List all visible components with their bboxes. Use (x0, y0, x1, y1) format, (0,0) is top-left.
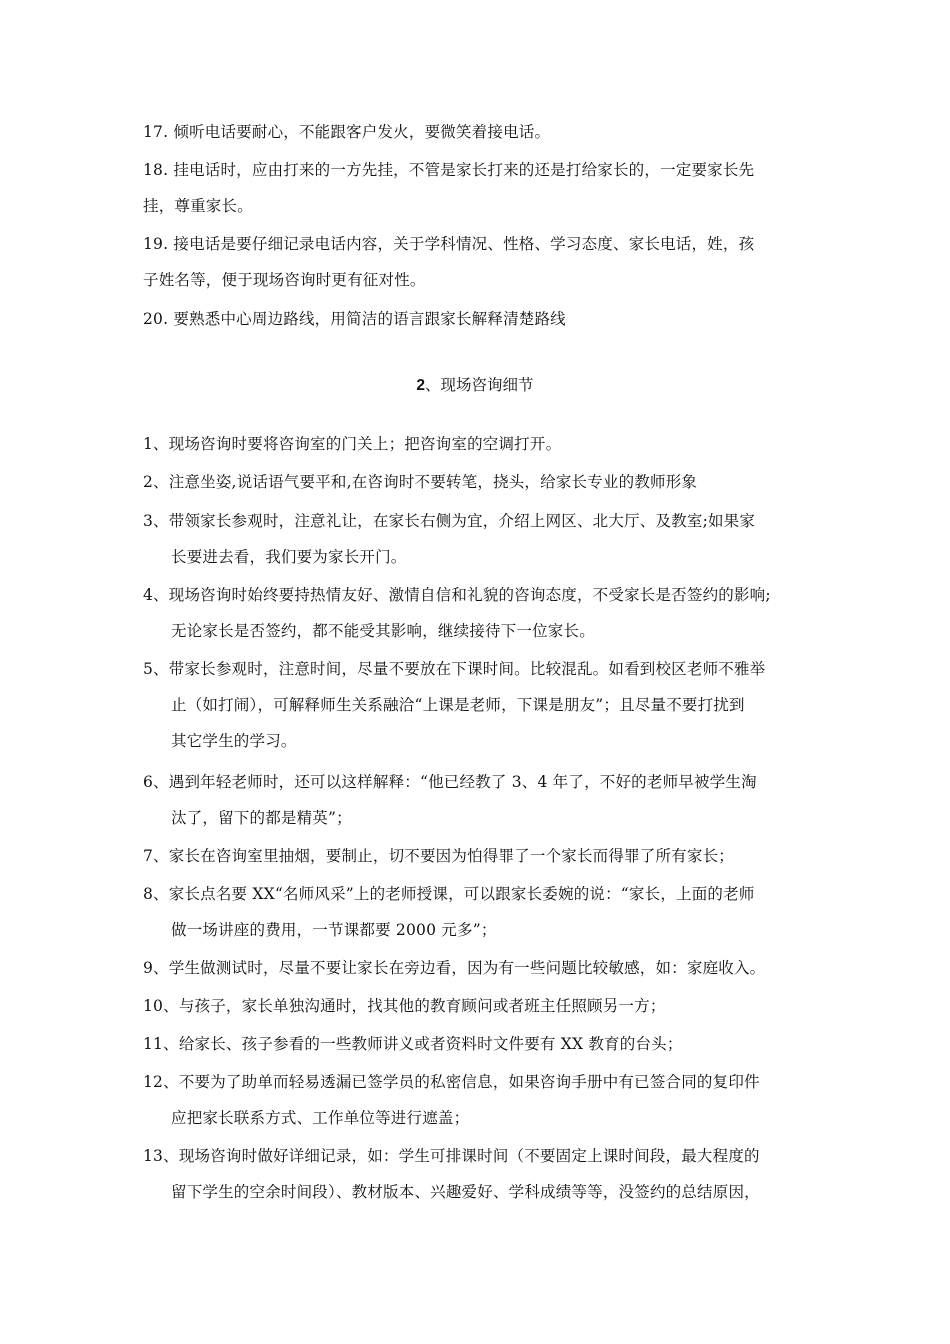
section-heading (0, 367, 950, 404)
text-line: 17. 倾听电话要耐心，不能跟客户发火，要微笑着接电话。 (143, 123, 551, 141)
list-item-5 (143, 651, 843, 759)
list-item-1 (143, 426, 843, 462)
text-line: 10、与孩子，家长单独沟通时，找其他的教育顾问或者班主任照顾另一方； (143, 997, 666, 1015)
list-item-13 (143, 1138, 843, 1210)
text-line: 2、注意坐姿,说话语气要平和,在咨询时不要转笔，挠头，给家长专业的教师形象 (143, 473, 698, 491)
text-line: 1、现场咨询时要将咨询室的门关上；把咨询室的空调打开。 (143, 435, 562, 453)
text-line: 19. 接电话是要仔细记录电话内容，关于学科情况、性格、学习态度、家长电话，姓，孩 (143, 235, 755, 253)
list-item-11 (143, 1026, 843, 1062)
text-line: 长要进去看，我们要为家长开门。 (171, 548, 407, 566)
text-line: 3、带领家长参观时，注意礼让，在家长右侧为宜，介绍上网区、北大厅、及教室;如果家 (143, 512, 756, 530)
text-line: 子姓名等，便于现场咨询时更有征对性。 (143, 271, 426, 289)
list-item-3 (143, 503, 843, 575)
list-item-17 (143, 114, 843, 150)
list-item-2 (143, 464, 843, 500)
section-title: 、现场咨询细节 (425, 376, 534, 394)
list-item-7 (143, 838, 843, 874)
text-line: 止（如打闹），可解释师生关系融洽“上课是老师，下课是朋友”；且尽量不要打扰到 (171, 696, 745, 714)
list-item-20 (143, 301, 843, 337)
text-line: 13、现场咨询时做好详细记录，如：学生可排课时间（不要固定上课时间段，最大程度的 (143, 1147, 760, 1165)
list-item-8 (143, 876, 843, 948)
text-line: 9、学生做测试时，尽量不要让家长在旁边看，因为有一些问题比较敏感，如：家庭收入。 (143, 959, 766, 977)
text-line: 7、家长在咨询室里抽烟，要制止，切不要因为怕得罪了一个家长而得罪了所有家长； (143, 847, 734, 865)
text-line: 12、不要为了助单而轻易透漏已签学员的私密信息，如果咨询手册中有已签合同的复印件 (143, 1073, 760, 1091)
text-line: 6、遇到年轻老师时，还可以这样解释：“他已经教了 3、4 年了，不好的老师早被学生淘 (143, 773, 757, 791)
text-line: 5、带家长参观时，注意时间，尽量不要放在下课时间。比较混乱。如看到校区老师不雅举 (143, 660, 766, 678)
list-item-6 (143, 764, 843, 836)
text-line: 20. 要熟悉中心周边路线，用简洁的语言跟家长解释清楚路线 (143, 310, 566, 328)
text-line: 无论家长是否签约，都不能受其影响，继续接待下一位家长。 (171, 622, 595, 640)
text-line: 做一场讲座的费用，一节课都要 2000 元多”； (171, 921, 497, 939)
list-item-19 (143, 226, 843, 298)
text-line: 应把家长联系方式、工作单位等进行遮盖； (171, 1109, 470, 1127)
text-line: 18. 挂电话时，应由打来的一方先挂，不管是家长打来的还是打给家长的，一定要家长先 (143, 161, 755, 179)
text-line: 其它学生的学习。 (171, 732, 297, 750)
list-item-9 (143, 950, 843, 986)
text-line: 8、家长点名要 XX“名师风采”上的老师授课，可以跟家长委婉的说：“家长，上面的老师 (143, 885, 755, 903)
text-line: 11、给家长、孩子参看的一些教师讲义或者资料时文件要有 XX 教育的台头； (143, 1035, 683, 1053)
text-line: 4、现场咨询时始终要持热情友好、激情自信和礼貌的咨询态度，不受家长是否签约的影响; (143, 586, 771, 604)
list-item-18 (143, 152, 843, 224)
list-item-10 (143, 988, 843, 1024)
section-number: 2 (416, 377, 426, 394)
list-item-12 (143, 1064, 843, 1136)
text-line: 留下学生的空余时间段）、教材版本、兴趣爱好、学科成绩等等，没签约的总结原因， (171, 1183, 760, 1201)
text-line: 汰了，留下的都是精英”； (171, 809, 352, 827)
list-item-4 (143, 577, 843, 649)
text-line: 挂，尊重家长。 (143, 197, 253, 215)
